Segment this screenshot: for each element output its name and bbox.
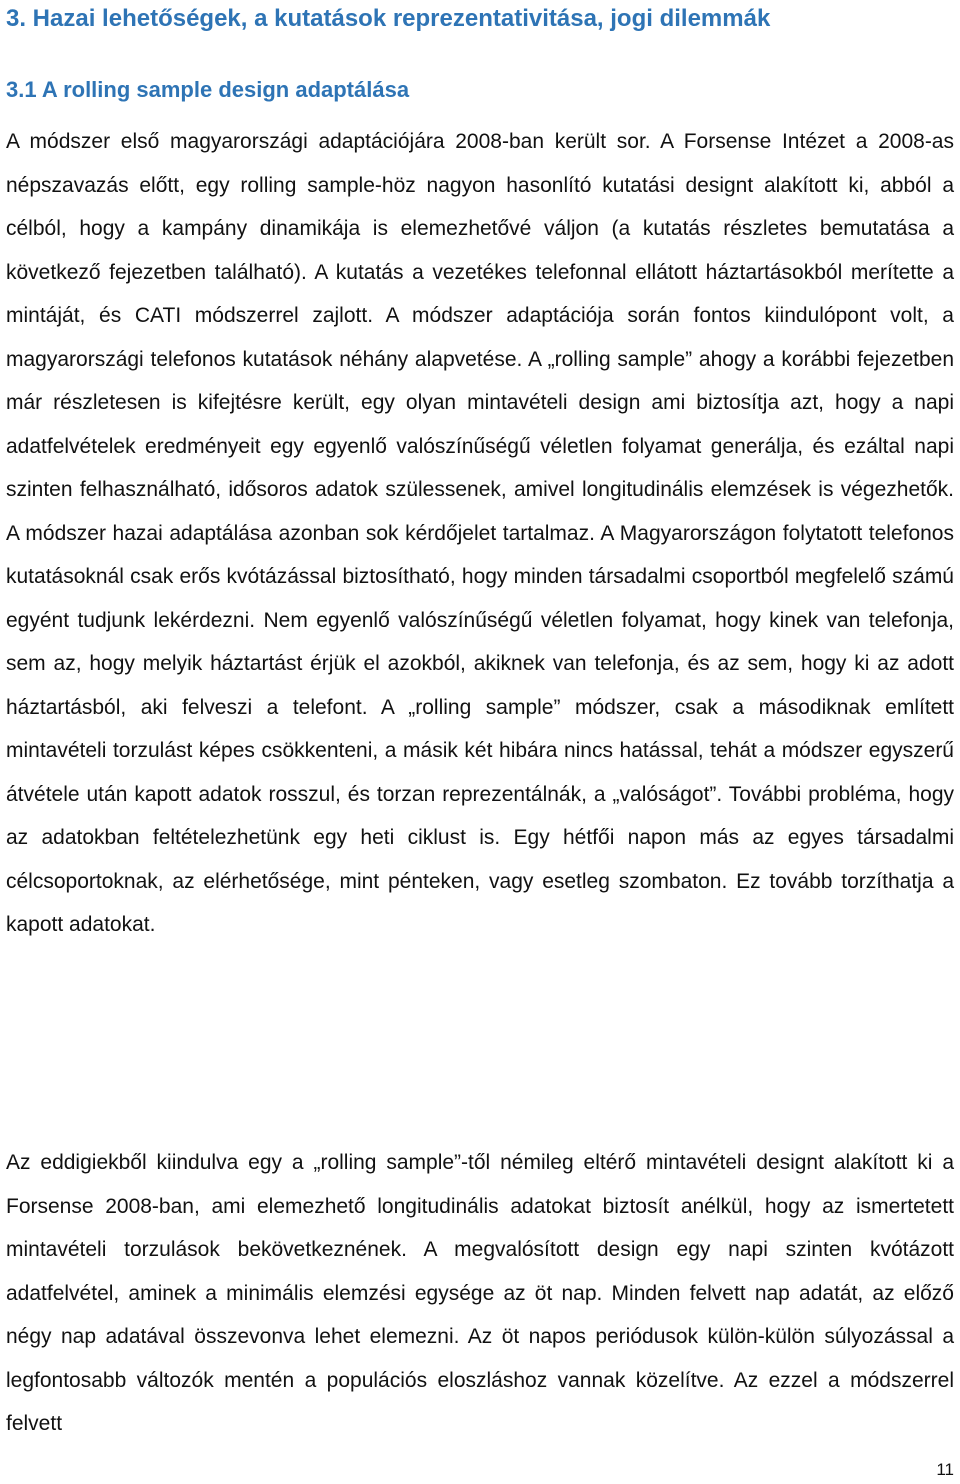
section-heading: 3.1 A rolling sample design adaptálása xyxy=(6,77,410,102)
body-paragraph-1: A módszer első magyarországi adaptációjára 2008-ban került sor. A Forsense Intézet a 2008-as népszavazás előtt, egy rolling sample-höz nagyon hasonlító kutatási designt alakított ki, abból a célból, hogy a kampány dinamikája is elemezhetővé váljon (a kutatás részletes bemutatása a következő fejezetben található). A kutatás a vezetékes telefonnal ellátott háztartásokból merítette a mintáját, és CATI módszerrel zajlott. A módszer adaptációja során fontos kiindulópont volt, a magyarországi telefonos kutatások néhány alapvetése. A „rolling sample” ahogy a korábbi fejezetben már részletesen is kifejtésre került, egy olyan mintavételi design ami biztosítja azt, hogy a napi adatfelvételek eredményeit egy egyenlő valószínűségű véletlen folyamat generálja, és ezáltal napi szinten felhasználható, idősoros adatok szülessenek, amivel longitudinális elemzések is végezhetők. A módszer hazai adaptálása azonban sok kérdőjelet tartalmaz. A Magyarországon folytatott telefonos kutatásoknál csak erős kvótázással biztosítható, hogy minden társadalmi csoportból megfelelő számú egyént tudjunk lekérdezni. Nem egyenlő valószínűségű véletlen folyamat, hogy kinek van telefonja, sem az, hogy melyik háztartást érjük el azokból, akiknek van telefonja, és az sem, hogy ki az adott háztartásból, aki felveszi a telefont. A „rolling sample” módszer, csak a másodiknak említett mintavételi torzulást képes csökkenteni, a másik két hibára nincs hatással, tehát a módszer egyszerű átvétele után kapott adatok rosszul, és torzan reprezentálnák, a „valóságot”. További probléma, hogy az adatokban feltételezhetünk egy heti ciklust is. Egy hétfői napon más az egyes társadalmi célcsoportoknak, az elérhetősége, mint pénteken, vagy esetleg szombaton. Ez tovább torzíthatja a kapott adatokat. xyxy=(6,130,954,936)
chapter-heading: 3. Hazai lehetőségek, a kutatások reprezentativitása, jogi dilemmák xyxy=(6,5,771,32)
document-page xyxy=(6,0,954,1484)
body-paragraph-2: Az eddigiekből kiindulva egy a „rolling sample”-től némileg eltérő mintavételi designt alakított ki a Forsense 2008-ban, ami elemezhető longitudinális adatokat biztosít anélkül, hogy az ismertetett mintavételi torzulások bekövetkeznének. A megvalósított design egy napi szinten kvótázott adatfelvétel, aminek a minimális elemzési egysége az öt nap. Minden felvett nap adatát, az előző négy nap adatával összevonva lehet elemezni. Az öt napos periódusok külön-külön súlyozással a legfontosabb változók mentén a populációs eloszláshoz vannak közelítve. Az ezzel a módszerrel felvett xyxy=(6,1151,954,1435)
page-number: 11 xyxy=(936,1460,954,1479)
